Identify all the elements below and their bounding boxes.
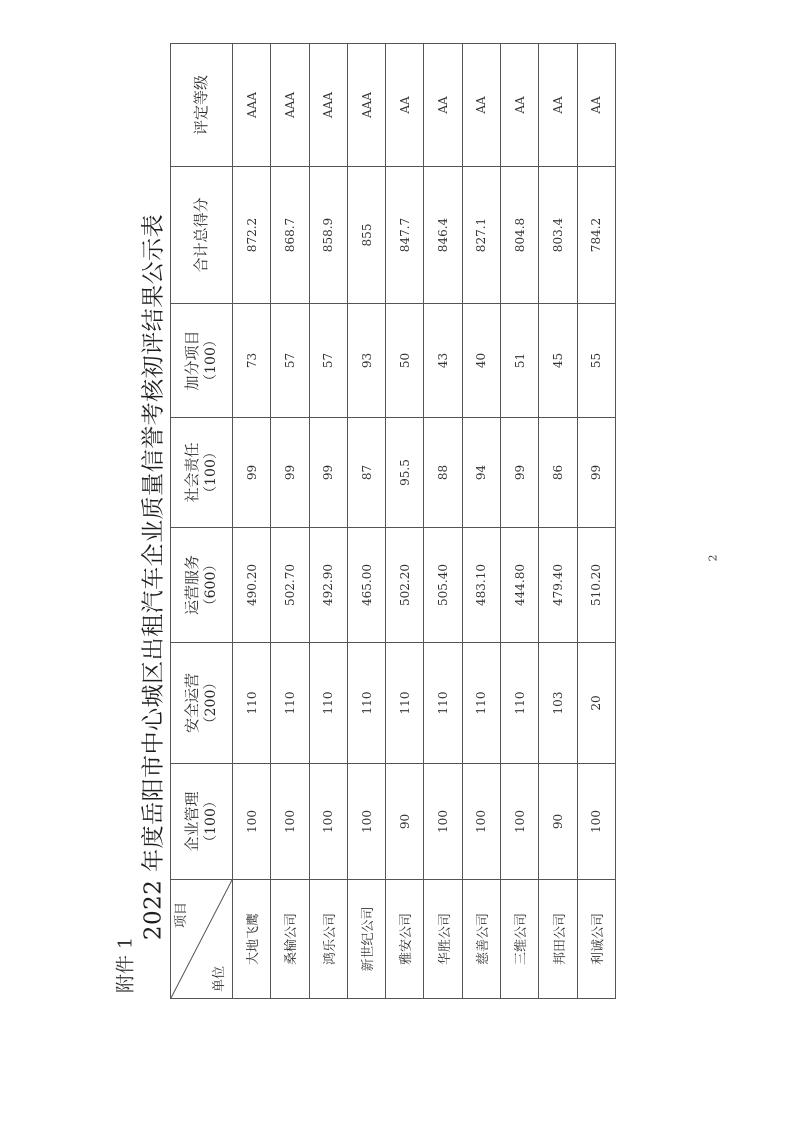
score-cell: 57 xyxy=(271,304,309,418)
table-row xyxy=(347,44,385,999)
header-operation-service: 运营服务 （600） xyxy=(171,528,233,643)
score-cell: 100 xyxy=(309,764,347,880)
score-cell: 99 xyxy=(501,418,539,528)
score-cell: 100 xyxy=(501,764,539,880)
score-cell: 40 xyxy=(462,304,500,418)
table-row xyxy=(501,44,539,999)
score-cell: 50 xyxy=(386,304,424,418)
score-cell: 103 xyxy=(539,643,577,764)
table-row xyxy=(386,44,424,999)
score-cell: 100 xyxy=(347,764,385,880)
table-row xyxy=(462,44,500,999)
unit-cell: 三维公司 xyxy=(501,880,539,999)
score-cell: 90 xyxy=(386,764,424,880)
score-cell: 99 xyxy=(577,418,615,528)
score-cell: 73 xyxy=(233,304,271,418)
header-row xyxy=(171,44,233,999)
unit-cell: 华胜公司 xyxy=(424,880,462,999)
table-row xyxy=(539,44,577,999)
total-cell: 803.4 xyxy=(539,167,577,304)
corner-label-item: 项目 xyxy=(174,902,189,929)
score-cell: 87 xyxy=(347,418,385,528)
unit-cell: 慈善公司 xyxy=(462,880,500,999)
header-total-score: 合计总得分 xyxy=(171,167,233,304)
score-cell: 45 xyxy=(539,304,577,418)
score-cell: 502.70 xyxy=(271,528,309,643)
page-number: 2 xyxy=(706,554,720,562)
rating-cell: AA xyxy=(501,44,539,167)
rating-cell: AA xyxy=(577,44,615,167)
unit-cell: 利诚公司 xyxy=(577,880,615,999)
document-title: 2022 年度岳阳市中心城区出租汽车企业质量信誉考核初评结果公示表 xyxy=(140,213,167,941)
score-cell: 100 xyxy=(577,764,615,880)
score-cell: 510.20 xyxy=(577,528,615,643)
score-cell: 20 xyxy=(577,643,615,764)
unit-cell: 新世纪公司 xyxy=(347,880,385,999)
score-cell: 88 xyxy=(424,418,462,528)
rating-cell: AA xyxy=(539,44,577,167)
header-safe-operation: 安全运营 （200） xyxy=(171,643,233,764)
table-row xyxy=(271,44,309,999)
table-row xyxy=(233,44,271,999)
rating-cell: AAA xyxy=(233,44,271,167)
total-cell: 846.4 xyxy=(424,167,462,304)
score-cell: 110 xyxy=(233,643,271,764)
corner-header xyxy=(171,880,233,999)
unit-cell: 大地飞鹰 xyxy=(233,880,271,999)
total-cell: 847.7 xyxy=(386,167,424,304)
score-cell: 465.00 xyxy=(347,528,385,643)
table-row xyxy=(424,44,462,999)
rating-cell: AA xyxy=(386,44,424,167)
score-cell: 93 xyxy=(347,304,385,418)
score-cell: 57 xyxy=(309,304,347,418)
score-cell: 55 xyxy=(577,304,615,418)
score-cell: 110 xyxy=(386,643,424,764)
unit-cell: 邦田公司 xyxy=(539,880,577,999)
header-rating: 评定等级 xyxy=(171,44,233,167)
total-cell: 868.7 xyxy=(271,167,309,304)
score-cell: 490.20 xyxy=(233,528,271,643)
score-cell: 100 xyxy=(424,764,462,880)
score-cell: 99 xyxy=(233,418,271,528)
score-cell: 43 xyxy=(424,304,462,418)
rating-cell: AAA xyxy=(309,44,347,167)
header-social-responsibility: 社会责任 （100） xyxy=(171,418,233,528)
total-cell: 827.1 xyxy=(462,167,500,304)
score-cell: 483.10 xyxy=(462,528,500,643)
results-table xyxy=(170,43,616,999)
header-bonus-items: 加分项目 （100） xyxy=(171,304,233,418)
score-cell: 51 xyxy=(501,304,539,418)
score-cell: 110 xyxy=(501,643,539,764)
score-cell: 110 xyxy=(309,643,347,764)
total-cell: 872.2 xyxy=(233,167,271,304)
score-cell: 90 xyxy=(539,764,577,880)
rating-cell: AA xyxy=(424,44,462,167)
score-cell: 110 xyxy=(347,643,385,764)
score-cell: 94 xyxy=(462,418,500,528)
unit-cell: 桑榆公司 xyxy=(271,880,309,999)
score-cell: 479.40 xyxy=(539,528,577,643)
total-cell: 855 xyxy=(347,167,385,304)
header-enterprise-management: 企业管理 （100） xyxy=(171,764,233,880)
results-table-wrapper xyxy=(170,44,616,999)
total-cell: 804.8 xyxy=(501,167,539,304)
score-cell: 110 xyxy=(424,643,462,764)
score-cell: 505.40 xyxy=(424,528,462,643)
score-cell: 100 xyxy=(462,764,500,880)
score-cell: 100 xyxy=(271,764,309,880)
score-cell: 502.20 xyxy=(386,528,424,643)
rating-cell: AAA xyxy=(347,44,385,167)
score-cell: 444.80 xyxy=(501,528,539,643)
rating-cell: AA xyxy=(462,44,500,167)
total-cell: 784.2 xyxy=(577,167,615,304)
total-cell: 858.9 xyxy=(309,167,347,304)
score-cell: 110 xyxy=(462,643,500,764)
score-cell: 99 xyxy=(309,418,347,528)
score-cell: 110 xyxy=(271,643,309,764)
unit-cell: 雅安公司 xyxy=(386,880,424,999)
unit-cell: 鸿乐公司 xyxy=(309,880,347,999)
score-cell: 100 xyxy=(233,764,271,880)
table-row xyxy=(309,44,347,999)
score-cell: 86 xyxy=(539,418,577,528)
score-cell: 95.5 xyxy=(386,418,424,528)
rating-cell: AAA xyxy=(271,44,309,167)
score-cell: 99 xyxy=(271,418,309,528)
corner-label-unit: 单位 xyxy=(212,965,228,992)
score-cell: 492.90 xyxy=(309,528,347,643)
table-row xyxy=(577,44,615,999)
attachment-label: 附件 1 xyxy=(114,936,137,994)
